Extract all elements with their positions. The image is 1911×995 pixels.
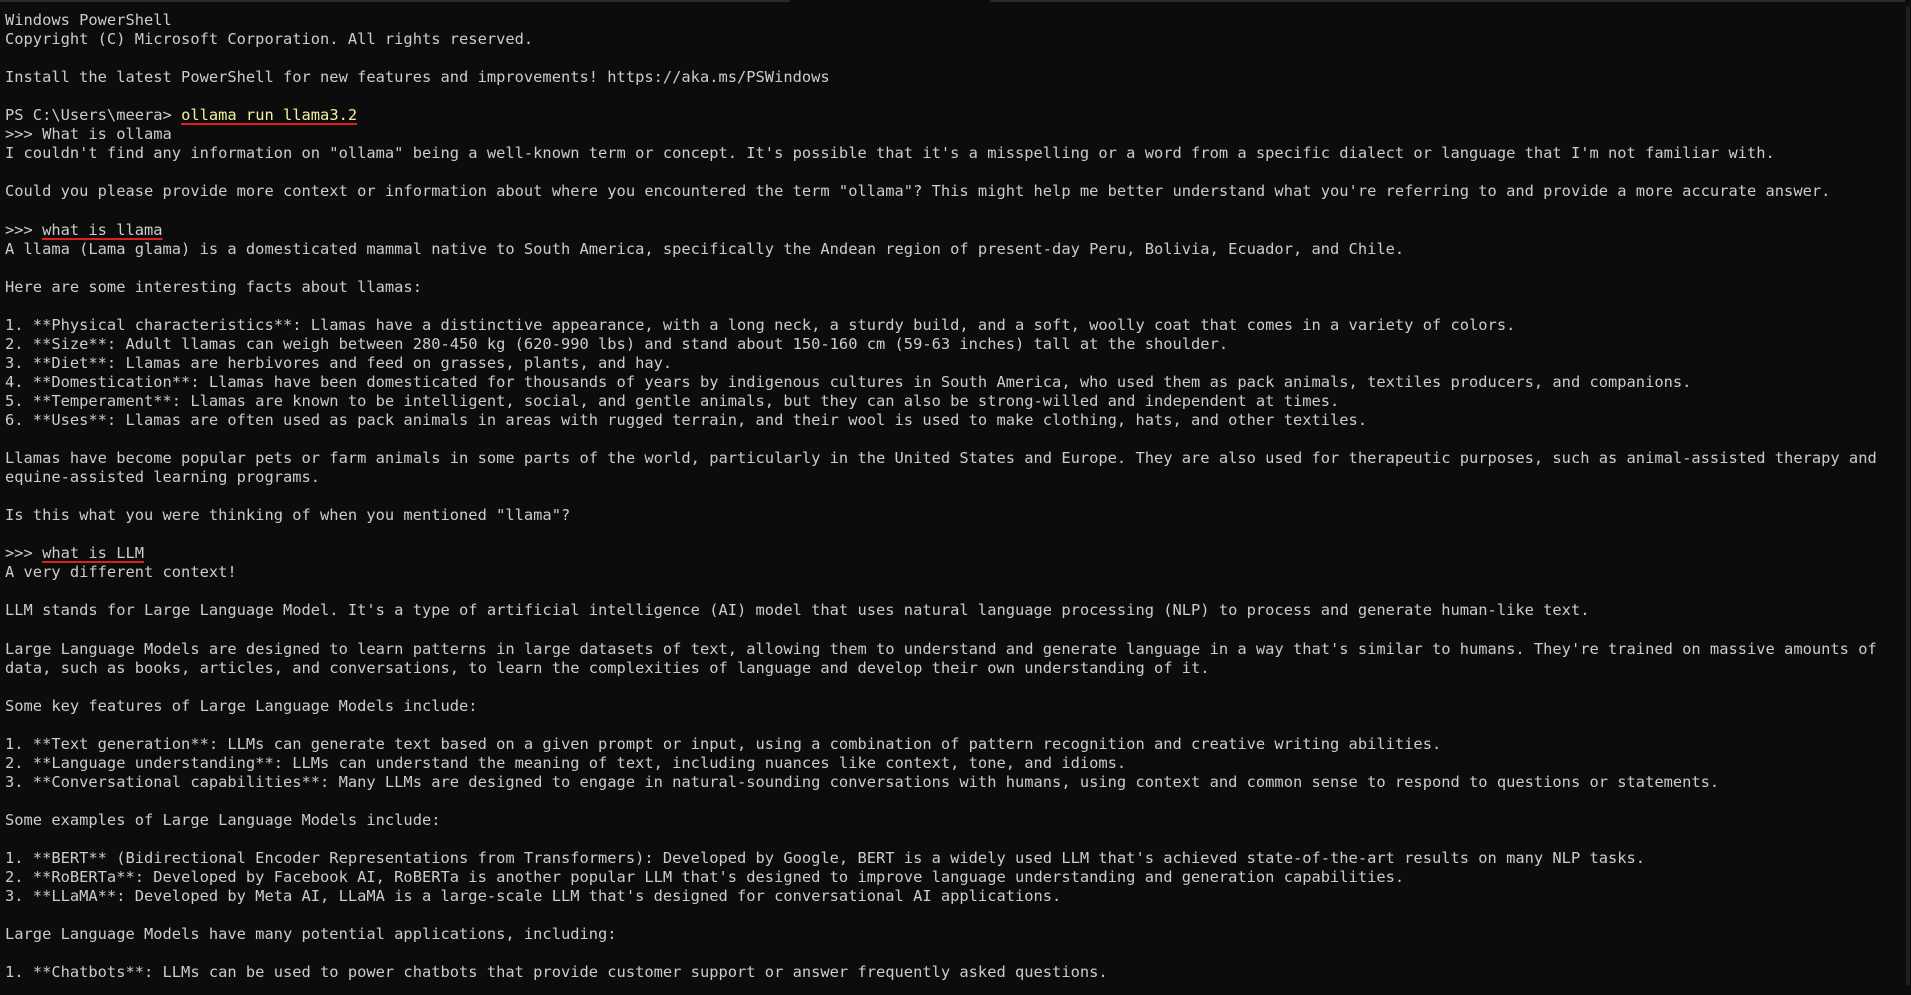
response-3 xyxy=(5,563,1911,982)
banner-install-message: Install the latest PowerShell for new features and improvements! https://aka.ms/PSWindows xyxy=(5,68,830,87)
output-line: Large Language Models have many potential applications, including: xyxy=(5,925,617,944)
output-line: 1. **BERT** (Bidirectional Encoder Representations from Transformers): Developed by Google, BERT is a widely used LLM that's achieved state-of-the-art results on many NLP tasks. xyxy=(5,849,1646,868)
blank-line xyxy=(5,792,1911,811)
blank-line xyxy=(5,525,1911,544)
user-prompt-1[interactable] xyxy=(5,125,1911,144)
prompt-marker: >>> xyxy=(5,220,43,239)
output-line: A very different context! xyxy=(5,563,237,582)
blank-line xyxy=(5,297,1911,316)
output-line: 1. **Text generation**: LLMs can generate text based on a given prompt or input, using a combination of pattern recognition and creative writing abilities. xyxy=(5,734,1442,753)
blank-line xyxy=(5,830,1911,849)
user-question-1: What is ollama xyxy=(42,125,172,144)
output-line: 3. **Conversational capabilities**: Many LLMs are designed to engage in natural-sounding conversations with humans, using context and common sense to respond to questions or statements. xyxy=(5,772,1720,791)
banner-copyright: Copyright (C) Microsoft Corporation. All rights reserved. xyxy=(5,30,534,49)
scrollbar-thumb[interactable] xyxy=(1906,6,1910,986)
blank-line xyxy=(5,87,1911,106)
blank-line xyxy=(5,259,1911,278)
output-line: Llamas have become popular pets or farm animals in some parts of the world, particularly in the United States and Europe. They are also used for therapeutic purposes, such as animal-assisted therapy and xyxy=(5,449,1877,468)
blank-line xyxy=(5,430,1911,449)
output-line: 2. **Language understanding**: LLMs can understand the meaning of text, including nuances like context, tone, and idioms. xyxy=(5,753,1127,772)
blank-line xyxy=(5,716,1911,735)
output-line: Could you please provide more context or information about where you encountered the term "ollama"? This might help me better understand what you're referring to and provide a more accurate answer. xyxy=(5,182,1831,201)
output-line: 3. **Diet**: Llamas are herbivores and feed on grasses, plants, and hay. xyxy=(5,353,673,372)
blank-line xyxy=(5,944,1911,963)
output-line: Here are some interesting facts about llamas: xyxy=(5,277,422,296)
user-question-2: what is llama xyxy=(42,220,163,239)
blank-line xyxy=(5,906,1911,925)
response-1 xyxy=(5,144,1911,220)
output-line: I couldn't find any information on "ollama" being a well-known term or concept. It's possible that it's a misspelling or a word from a specific dialect or language that I'm not familiar with. xyxy=(5,144,1775,163)
output-line: 2. **RoBERTa**: Developed by Facebook AI, RoBERTa is another popular LLM that's designed to improve language understanding and generation capabilities. xyxy=(5,868,1405,887)
blank-line xyxy=(5,487,1911,506)
blank-line xyxy=(5,163,1911,182)
blank-line xyxy=(5,201,1911,220)
output-line: 1. **Chatbots**: LLMs can be used to power chatbots that provide customer support or answer frequently asked questions. xyxy=(5,963,1108,982)
output-line: 2. **Size**: Adult llamas can weigh between 280-450 kg (620-990 lbs) and stand about 150-160 cm (59-63 inches) tall at the shoulder. xyxy=(5,334,1229,353)
ps-command-line[interactable] xyxy=(5,106,1911,125)
output-line: equine-assisted learning programs. xyxy=(5,468,321,487)
output-line: 3. **LLaMA**: Developed by Meta AI, LLaMA is a large-scale LLM that's designed for conversational AI applications. xyxy=(5,887,1062,906)
blank-line xyxy=(5,49,1911,68)
user-prompt-3[interactable] xyxy=(5,544,1911,563)
blank-line xyxy=(5,582,1911,601)
output-line: 1. **Physical characteristics**: Llamas have a distinctive appearance, with a long neck, a sturdy build, and a soft, woolly coat that comes in a variety of colors. xyxy=(5,315,1516,334)
ps-prompt: PS C:\Users\meera> xyxy=(5,106,182,125)
banner-title: Windows PowerShell xyxy=(5,11,172,29)
blank-line xyxy=(5,678,1911,697)
output-line: Some key features of Large Language Models include: xyxy=(5,696,478,715)
output-line: LLM stands for Large Language Model. It's a type of artificial intelligence (AI) model that uses natural language processing (NLP) to process and generate human-like text. xyxy=(5,601,1590,620)
prompt-marker: >>> xyxy=(5,544,43,563)
output-line: 4. **Domestication**: Llamas have been domesticated for thousands of years by indigenous cultures in South America, who used them as pack animals, textiles producers, and companions. xyxy=(5,372,1692,391)
output-line: data, such as books, articles, and conversations, to learn the complexities of language and develop their own understanding of it. xyxy=(5,658,1210,677)
output-line: 6. **Uses**: Llamas are often used as pack animals in areas with rugged terrain, and their wool is used to make clothing, hats, and other textiles. xyxy=(5,410,1368,429)
user-prompt-2[interactable] xyxy=(5,221,1911,240)
user-question-3: what is LLM xyxy=(42,544,145,563)
tab-strip-left xyxy=(0,0,790,2)
response-2 xyxy=(5,240,1911,545)
scrollbar-track[interactable] xyxy=(1905,0,1911,995)
prompt-marker: >>> xyxy=(5,125,43,144)
output-line: Is this what you were thinking of when you mentioned "llama"? xyxy=(5,506,571,525)
output-line: 5. **Temperament**: Llamas are known to be intelligent, social, and gentle animals, but they can also be strong-willed and independent at times. xyxy=(5,391,1340,410)
ollama-command: ollama run llama3.2 xyxy=(181,106,358,125)
blank-line xyxy=(5,621,1911,640)
output-line: Large Language Models are designed to learn patterns in large datasets of text, allowing them to understand and generate language in a way that's similar to humans. They're trained on massive amounts of xyxy=(5,639,1877,658)
output-line: Some examples of Large Language Models include: xyxy=(5,810,441,829)
output-line: A llama (Lama glama) is a domesticated mammal native to South America, specifically the Andean region of present-day Peru, Bolivia, Ecuador, and Chile. xyxy=(5,239,1405,258)
tab-strip-right xyxy=(990,0,1911,2)
